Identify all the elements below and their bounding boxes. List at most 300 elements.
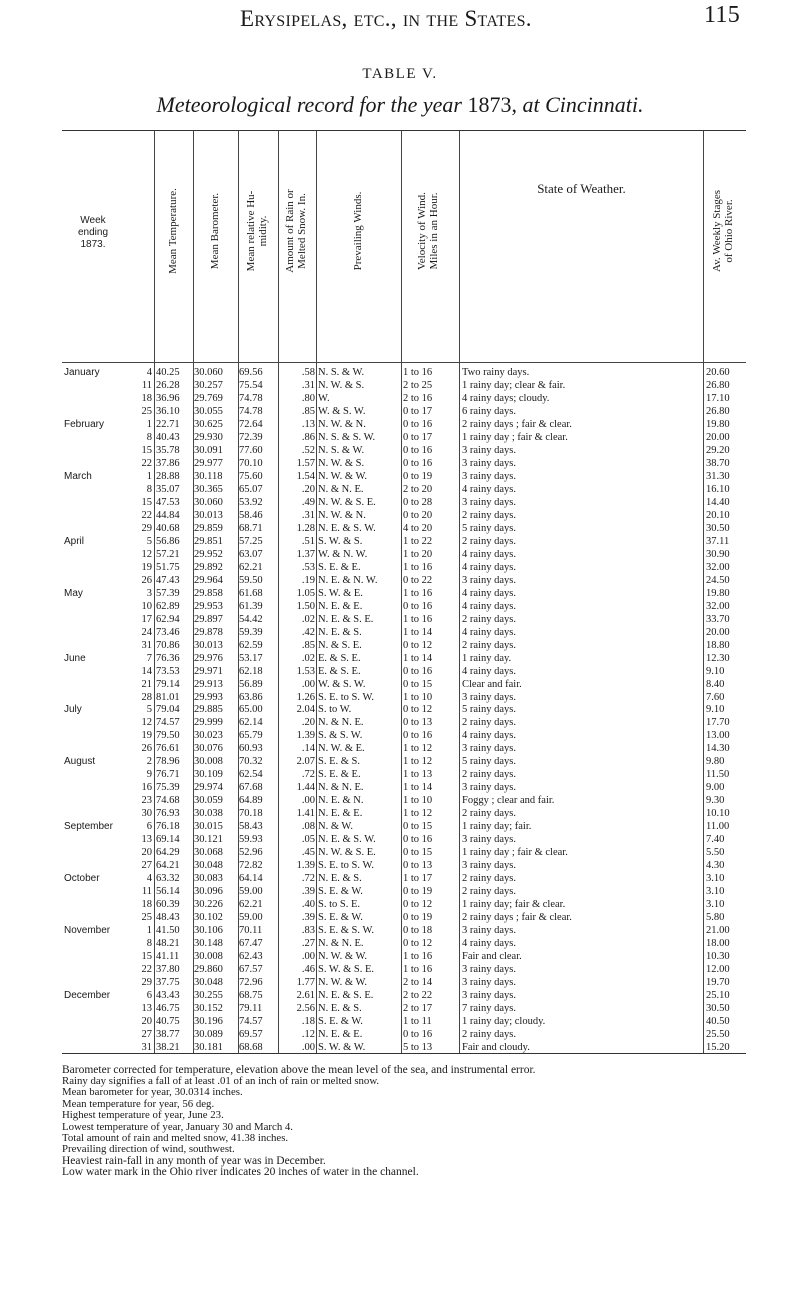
row-rain: .42 [301,626,315,638]
table-row [62,924,746,937]
row-wind-velocity: 0 to 16 [403,730,433,742]
row-rain: 1.39 [296,860,315,872]
row-mean-barometer: 30.255 [194,990,223,1002]
row-prevailing-wind: N. S. & W. [318,367,365,378]
row-mean-barometer: 29.851 [194,535,223,547]
row-prevailing-wind: S. E. & S. [318,756,361,768]
row-weather-state: 3 rainy days. [462,691,516,703]
row-humidity: 59.50 [239,574,263,586]
row-wind-velocity: 2 to 17 [403,1003,433,1015]
row-day: 8 [146,938,152,950]
header-state-of-weather: State of Weather. [537,181,626,196]
row-wind-velocity: 5 to 13 [403,1041,433,1053]
row-mean-temperature: 74.57 [156,717,180,729]
row-mean-barometer: 29.878 [194,626,223,638]
row-mean-barometer: 30.013 [194,509,223,521]
row-month: January [64,367,100,378]
row-prevailing-wind: S. E. & W. [318,886,363,898]
row-day: 13 [141,1003,152,1015]
subtitle-place: Cincinnati. [545,92,644,117]
table-row [62,431,746,444]
row-river-stage: 20.00 [706,431,730,443]
row-river-stage: 38.70 [706,457,730,469]
row-wind-velocity: 0 to 17 [403,405,433,417]
row-wind-velocity: 0 to 15 [403,678,433,690]
row-day: 6 [146,990,152,1002]
row-river-stage: 3.10 [706,873,725,885]
row-prevailing-wind: N. E. & E. [318,808,363,820]
row-day: 26 [141,743,152,755]
row-day: 23 [141,795,152,807]
row-wind-velocity: 1 to 16 [403,367,433,378]
row-humidity: 72.64 [239,418,263,430]
row-day: 20 [141,847,152,859]
row-humidity: 62.18 [239,665,263,677]
row-mean-temperature: 63.32 [156,873,180,885]
table-row [62,1002,746,1015]
row-prevailing-wind: E. & S. E. [318,652,361,664]
row-mean-temperature: 76.18 [156,821,180,833]
table-row [62,522,746,535]
row-rain: .00 [301,1041,315,1053]
row-day: 27 [141,860,152,872]
row-mean-temperature: 44.84 [156,509,180,521]
table-row [62,976,746,989]
table-subtitle [0,92,800,118]
row-mean-barometer: 30.109 [194,769,223,781]
row-humidity: 62.54 [239,769,263,781]
header-mean-barometer: Mean Barometer. [209,192,221,270]
table-row [62,509,746,522]
table-row [62,470,746,483]
row-weather-state: Fair and clear. [462,951,522,963]
row-rain: 1.57 [296,457,315,469]
row-humidity: 75.54 [239,379,263,391]
row-day: 11 [141,379,152,391]
row-mean-barometer: 29.858 [194,587,223,599]
row-mean-barometer: 30.089 [194,1028,223,1040]
row-wind-velocity: 0 to 12 [403,899,433,911]
row-rain: .85 [301,405,315,417]
row-humidity: 72.39 [239,431,263,443]
row-humidity: 72.96 [239,977,263,989]
row-wind-velocity: 0 to 15 [403,847,433,859]
row-day: 24 [141,626,152,638]
row-mean-barometer: 30.365 [194,483,223,495]
row-humidity: 65.79 [239,730,263,742]
row-humidity: 62.59 [239,639,263,651]
table-row [62,444,746,457]
header-rain: Amount of Rain or Melted Snow. In. [284,189,308,273]
row-prevailing-wind: N. & N. E. [318,483,364,495]
row-rain: .40 [301,899,315,911]
row-prevailing-wind: S. E. & W. [318,912,363,924]
row-prevailing-wind: N. W. & W. [318,470,368,482]
row-weather-state: 2 rainy days. [462,639,516,651]
row-prevailing-wind: N. S. & S. W. [318,431,376,443]
row-wind-velocity: 1 to 14 [403,652,433,664]
row-mean-barometer: 30.152 [194,1003,223,1015]
row-prevailing-wind: S. & S. W. [318,730,363,742]
table-row [62,950,746,963]
row-mean-temperature: 38.77 [156,1028,180,1040]
row-weather-state: 1 rainy day; fair. [462,821,532,833]
table-row [62,820,746,833]
row-mean-temperature: 57.21 [156,548,180,560]
table-row [62,366,746,379]
row-mean-temperature: 79.04 [156,704,180,716]
row-mean-barometer: 30.121 [194,834,223,846]
row-wind-velocity: 0 to 15 [403,821,433,833]
footnote: Mean temperature for year, 56 deg. [62,1097,215,1110]
row-wind-velocity: 0 to 19 [403,470,433,482]
row-day: 1 [146,470,152,482]
row-prevailing-wind: N. & N. E. [318,717,364,729]
row-river-stage: 9.10 [706,665,725,677]
row-mean-temperature: 60.39 [156,899,180,911]
row-river-stage: 32.00 [706,561,730,573]
row-wind-velocity: 4 to 20 [403,522,433,534]
row-day: 12 [141,717,152,729]
row-day: 15 [141,496,152,508]
row-humidity: 59.93 [239,834,263,846]
row-day: 25 [141,912,152,924]
row-weather-state: 3 rainy days. [462,925,516,937]
row-weather-state: 5 rainy days. [462,522,516,534]
row-river-stage: 31.30 [706,470,730,482]
row-river-stage: 15.20 [706,1041,730,1053]
row-humidity: 68.75 [239,990,263,1002]
row-weather-state: 3 rainy days. [462,496,516,508]
row-humidity: 69.57 [239,1028,263,1040]
row-humidity: 61.39 [239,600,263,612]
row-humidity: 53.92 [239,496,263,508]
table-row [62,989,746,1002]
table-row [62,496,746,509]
row-wind-velocity: 2 to 14 [403,977,433,989]
row-day: 29 [141,977,152,989]
row-rain: .83 [301,925,315,937]
row-prevailing-wind: N. E. & S. [318,1003,362,1015]
row-wind-velocity: 0 to 13 [403,717,433,729]
row-day: 2 [146,756,152,768]
row-wind-velocity: 0 to 19 [403,886,433,898]
row-wind-velocity: 2 to 22 [403,990,433,1002]
row-humidity: 65.07 [239,483,263,495]
row-day: 4 [146,367,152,378]
row-mean-temperature: 37.86 [156,457,180,469]
row-humidity: 79.11 [239,1003,263,1015]
row-month: March [64,470,92,482]
row-river-stage: 17.10 [706,392,730,404]
row-wind-velocity: 0 to 16 [403,834,433,846]
row-mean-temperature: 35.07 [156,483,180,495]
row-mean-barometer: 30.083 [194,873,223,885]
header-rule [62,362,746,363]
footnote: Rainy day signifies a fall of at least .01 of an inch of rain or melted snow. [62,1075,380,1087]
row-day: 22 [141,457,152,469]
table-row [62,729,746,742]
row-wind-velocity: 1 to 11 [403,1016,432,1027]
row-mean-barometer: 30.055 [194,405,223,417]
row-mean-barometer: 29.974 [194,782,223,794]
row-mean-barometer: 30.060 [194,367,223,378]
row-humidity: 52.96 [239,847,263,859]
row-wind-velocity: 0 to 19 [403,912,433,924]
row-humidity: 67.47 [239,938,263,950]
row-weather-state: 2 rainy days. [462,808,516,820]
row-rain: 2.56 [296,1003,315,1015]
footnote: Mean barometer for year, 30.0314 inches. [62,1086,243,1099]
row-day: 14 [141,665,152,677]
row-mean-temperature: 37.75 [156,977,180,989]
row-rain: .72 [301,769,315,781]
row-day: 1 [146,925,152,937]
row-wind-velocity: 0 to 16 [403,457,433,469]
row-humidity: 70.11 [239,925,263,937]
footnote: Prevailing direction of wind, southwest. [62,1143,235,1156]
row-weather-state: Fair and cloudy. [462,1041,530,1053]
row-day: 31 [141,639,152,651]
row-prevailing-wind: S. E. & W. [318,1016,363,1027]
row-river-stage: 10.30 [706,951,730,963]
row-humidity: 59.00 [239,912,263,924]
row-mean-barometer: 30.181 [194,1041,223,1053]
row-day: 22 [141,964,152,976]
row-wind-velocity: 1 to 16 [403,951,433,963]
row-mean-barometer: 30.102 [194,912,223,924]
row-weather-state: 2 rainy days ; fair & clear. [462,912,572,924]
row-mean-temperature: 36.10 [156,405,180,417]
row-prevailing-wind: S. to W. [318,704,352,716]
row-humidity: 68.71 [239,522,263,534]
row-weather-state: Two rainy days. [462,367,530,378]
table-row [62,626,746,639]
table-row [62,807,746,820]
row-wind-velocity: 0 to 20 [403,509,433,521]
row-mean-barometer: 29.977 [194,457,223,469]
row-rain: 1.53 [296,665,315,677]
row-mean-barometer: 30.008 [194,756,223,768]
row-wind-velocity: 1 to 14 [403,626,433,638]
table-row [62,678,746,691]
header-humidity: Mean relative Hu- midity. [245,190,269,272]
row-humidity: 54.42 [239,613,263,625]
row-weather-state: 3 rainy days. [462,990,516,1002]
row-weather-state: 3 rainy days. [462,444,516,456]
page-number: 115 [703,2,740,28]
row-river-stage: 20.60 [706,367,730,378]
running-head [240,2,740,30]
row-mean-temperature: 76.93 [156,808,180,820]
table-row [62,639,746,652]
row-weather-state: 5 rainy days. [462,704,516,716]
row-river-stage: 30.50 [706,522,730,534]
row-wind-velocity: 1 to 16 [403,964,433,976]
row-day: 15 [141,951,152,963]
row-mean-temperature: 56.86 [156,535,180,547]
row-humidity: 74.57 [239,1016,263,1027]
row-mean-barometer: 29.897 [194,613,223,625]
row-mean-barometer: 30.060 [194,496,223,508]
row-wind-velocity: 0 to 17 [403,431,433,443]
row-wind-velocity: 0 to 16 [403,1028,433,1040]
row-humidity: 58.46 [239,509,263,521]
row-humidity: 61.68 [239,587,263,599]
row-weather-state: 3 rainy days. [462,457,516,469]
table-row [62,794,746,807]
row-prevailing-wind: S. E. to S. W. [318,860,375,872]
table-row [62,405,746,418]
row-wind-velocity: 0 to 13 [403,860,433,872]
row-rain: .00 [301,951,315,963]
row-mean-barometer: 30.106 [194,925,223,937]
row-river-stage: 13.00 [706,730,730,742]
row-mean-temperature: 64.29 [156,847,180,859]
table-row [62,548,746,561]
row-wind-velocity: 1 to 12 [403,743,433,755]
row-rain: .13 [301,418,315,430]
row-wind-velocity: 0 to 16 [403,665,433,677]
row-mean-temperature: 69.14 [156,834,180,846]
row-rain: 1.77 [296,977,315,989]
row-rain: 1.54 [296,470,315,482]
row-mean-barometer: 30.226 [194,899,223,911]
row-mean-temperature: 26.28 [156,379,180,391]
row-wind-velocity: 0 to 12 [403,938,433,950]
row-rain: 1.28 [296,522,315,534]
row-day: 31 [141,1041,152,1053]
row-mean-barometer: 29.976 [194,652,223,664]
row-mean-temperature: 62.89 [156,600,180,612]
row-river-stage: 20.10 [706,509,730,521]
weather-table [62,130,746,1054]
row-weather-state: 2 rainy days. [462,769,516,781]
table-row [62,691,746,704]
table-row [62,587,746,600]
row-mean-barometer: 29.885 [194,704,223,716]
row-river-stage: 17.70 [706,717,730,729]
row-prevailing-wind: N. E. & S. E. [318,990,374,1002]
row-mean-barometer: 30.076 [194,743,223,755]
header-river-stages: Av. Weekly Stages of Ohio River. [711,190,735,273]
row-rain: .31 [301,379,315,391]
row-humidity: 67.57 [239,964,263,976]
row-wind-velocity: 1 to 22 [403,535,433,547]
row-rain: .86 [301,431,315,443]
row-weather-state: 4 rainy days. [462,730,516,742]
row-mean-temperature: 57.39 [156,587,180,599]
row-mean-temperature: 36.96 [156,392,180,404]
row-month: June [64,652,86,664]
row-rain: .05 [301,834,315,846]
row-day: 10 [141,600,152,612]
row-river-stage: 40.50 [706,1016,730,1027]
row-river-stage: 18.00 [706,938,730,950]
row-prevailing-wind: N. E. & S. [318,626,362,638]
row-prevailing-wind: S. W. & S. E. [318,964,375,976]
row-day: 4 [146,873,152,885]
row-river-stage: 5.80 [706,912,725,924]
row-river-stage: 37.11 [706,535,730,547]
row-month: February [64,418,105,430]
row-river-stage: 14.30 [706,743,730,755]
row-prevailing-wind: S. to S. E. [318,899,361,911]
row-day: 11 [141,886,152,898]
header-velocity: Velocity of Wind. Miles in an Hour. [416,192,440,270]
row-day: 27 [141,1028,152,1040]
row-mean-barometer: 29.999 [194,717,223,729]
row-day: 7 [146,652,152,664]
row-rain: .58 [301,367,315,378]
row-prevailing-wind: S. E. & S. W. [318,925,375,937]
row-prevailing-wind: N. & N. E. [318,938,364,950]
footnote: Barometer corrected for temperature, elevation above the mean level of the sea, and instrumental error. [62,1064,536,1076]
row-day: 21 [141,678,152,690]
row-weather-state: 1 rainy day. [462,652,512,664]
row-prevailing-wind: N. E. & E. [318,600,363,612]
row-mean-temperature: 62.94 [156,613,180,625]
row-rain: .12 [301,1028,315,1040]
row-wind-velocity: 0 to 18 [403,925,433,937]
row-weather-state: 3 rainy days. [462,977,516,989]
row-weather-state: 3 rainy days. [462,743,516,755]
row-river-stage: 4.30 [706,860,725,872]
row-prevailing-wind: W. [318,392,330,404]
row-mean-barometer: 29.930 [194,431,223,443]
row-mean-barometer: 30.091 [194,444,223,456]
row-humidity: 70.18 [239,808,263,820]
row-mean-barometer: 30.015 [194,821,223,833]
row-day: 28 [141,691,152,703]
row-rain: .02 [301,652,315,664]
row-rain: .39 [301,912,315,924]
row-rain: .31 [301,509,315,521]
row-prevailing-wind: N. E. & S. E. [318,613,374,625]
row-mean-temperature: 78.96 [156,756,180,768]
row-month: July [64,704,82,716]
row-wind-velocity: 1 to 12 [403,756,433,768]
row-mean-temperature: 40.43 [156,431,180,443]
row-rain: .49 [301,496,315,508]
row-humidity: 58.43 [239,821,263,833]
row-mean-barometer: 30.148 [194,938,223,950]
row-mean-temperature: 73.46 [156,626,180,638]
row-weather-state: 2 rainy days. [462,613,516,625]
row-prevailing-wind: N. W. & N. [318,418,366,430]
table-row [62,457,746,470]
row-prevailing-wind: N. & W. [318,821,354,833]
row-weather-state: 2 rainy days. [462,535,516,547]
row-rain: 2.04 [296,704,315,716]
row-rain: .08 [301,821,315,833]
row-mean-temperature: 22.71 [156,418,180,430]
row-rain: .52 [301,444,315,456]
row-prevailing-wind: E. & S. E. [318,665,361,677]
row-rain: 2.61 [296,990,315,1002]
table-row [62,600,746,613]
row-mean-temperature: 47.53 [156,496,180,508]
row-prevailing-wind: N. & N. E. [318,782,364,794]
row-humidity: 74.78 [239,392,263,404]
row-mean-barometer: 30.068 [194,847,223,859]
row-weather-state: 6 rainy days. [462,405,516,417]
table-row [62,483,746,496]
table-row [62,781,746,794]
row-weather-state: 4 rainy days. [462,665,516,677]
footnote: Total amount of rain and melted snow, 41.38 inches. [62,1132,289,1145]
row-rain: .45 [301,847,315,859]
